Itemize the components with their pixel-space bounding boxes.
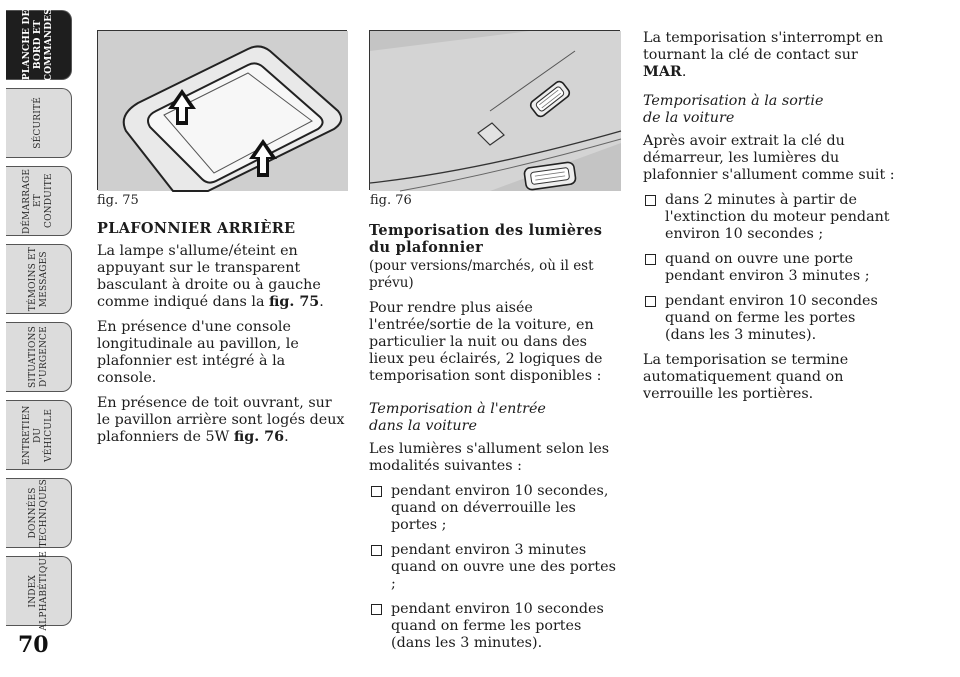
tab-label: INDEX ALPHABÉTIQUE — [27, 551, 49, 631]
list-item: pendant environ 10 secondes, quand on déverrouille les portes ; — [369, 483, 621, 534]
figure-caption: fig. 75 — [97, 193, 139, 208]
paragraph-text: En présence de toit ouvrant, sur le pavillon arrière sont logés deux plafonniers de 5W — [97, 395, 345, 445]
rear-dome-light-drawing — [98, 31, 348, 191]
sub-heading: Temporisation à l'entrée — [369, 401, 546, 417]
punctuation: . — [319, 294, 324, 310]
section-heading: Temporisation des lumières — [369, 222, 603, 239]
list-item: pendant environ 10 secondes quand on ferme les portes (dans les 3 minutes). — [369, 601, 621, 652]
figure-caption: fig. 76 — [370, 193, 412, 208]
tab-temoins[interactable] — [6, 244, 72, 314]
paragraph: En présence d'une console longitudinale au pavillon, le plafonnier est intégré à la console. — [97, 319, 299, 386]
tab-label: PLANCHE DE BORD ET COMMANDES — [22, 8, 54, 82]
availability-note: (pour versions/marchés, où il est prévu) — [369, 258, 594, 291]
paragraph-text: La lampe s'allume/éteint en appuyant sur le transparent basculant à droite ou à gauche comme indiqué dans la — [97, 243, 321, 310]
tab-label: SÉCURITÉ — [33, 97, 43, 149]
figure-code: L0D0078m — [296, 208, 344, 217]
tab-donnees-techniques[interactable] — [6, 478, 72, 548]
tab-securite[interactable] — [6, 88, 72, 158]
section-heading-line2: du plafonnier — [369, 239, 484, 256]
column-3 — [643, 30, 895, 411]
tab-index[interactable] — [6, 551, 72, 631]
figure-reference: fig. 76 — [233, 429, 285, 445]
list-item: quand on ouvre une porte pendant environ 3 minutes ; — [643, 251, 895, 285]
sub-heading: Temporisation à la sortie — [643, 93, 824, 109]
tab-demarrage[interactable] — [6, 166, 72, 236]
tab-label: TÉMOINS ET MESSAGES — [27, 246, 49, 312]
paragraph — [97, 243, 349, 311]
tab-label: DÉMARRAGE ET CONDUITE — [22, 168, 54, 234]
tab-entretien[interactable] — [6, 400, 72, 470]
paragraph: Les lumières s'allument selon les modalités suivantes : — [369, 441, 610, 474]
paragraph — [643, 30, 895, 81]
sub-heading-line2: de la voiture — [643, 110, 735, 126]
figure-code: L0D0254m — [568, 208, 616, 217]
roof-lights-drawing — [370, 31, 621, 191]
bullet-list — [369, 483, 621, 652]
tab-situations-urgence[interactable] — [6, 322, 72, 392]
punctuation: . — [284, 429, 289, 445]
chapter-sidebar — [0, 0, 80, 640]
bullet-list — [643, 192, 895, 344]
list-item: dans 2 minutes à partir de l'extinction du moteur pendant environ 10 secondes ; — [643, 192, 895, 243]
paragraph: Après avoir extrait la clé du démarreur, les lumières du plafonnier s'allument comme suit : — [643, 133, 895, 183]
paragraph — [97, 395, 349, 446]
list-item: pendant environ 10 secondes quand on ferme les portes (dans les 3 minutes). — [643, 293, 895, 344]
paragraph-text: La temporisation s'interrompt en tournant la clé de contact sur — [643, 30, 884, 63]
column-2 — [369, 222, 621, 660]
sub-heading-line2: dans la voiture — [369, 418, 477, 434]
page-number: 70 — [18, 632, 49, 658]
column-1 — [97, 220, 349, 454]
paragraph: Pour rendre plus aisée l'entrée/sortie de la voiture, en particulier la nuit ou dans des lieux peu éclairés, 2 logiques de temporisation sont disponibles : — [369, 300, 603, 384]
paragraph: La temporisation se termine automatiquement quand on verrouille les portières. — [643, 352, 849, 402]
tab-label: ENTRETIEN DU VÉHICULE — [22, 405, 54, 465]
tab-label: DONNÉES TECHNIQUES — [27, 478, 49, 548]
tab-label: SITUATIONS D'URGENCE — [27, 325, 49, 389]
key-position: MAR — [643, 64, 682, 80]
punctuation: . — [681, 64, 687, 80]
tab-planche-de-bord[interactable] — [6, 10, 72, 80]
list-item: pendant environ 3 minutes quand on ouvre une des portes ; — [369, 542, 621, 593]
section-heading: PLAFONNIER ARRIÈRE — [97, 220, 296, 237]
figure-reference: fig. 75 — [269, 294, 320, 310]
